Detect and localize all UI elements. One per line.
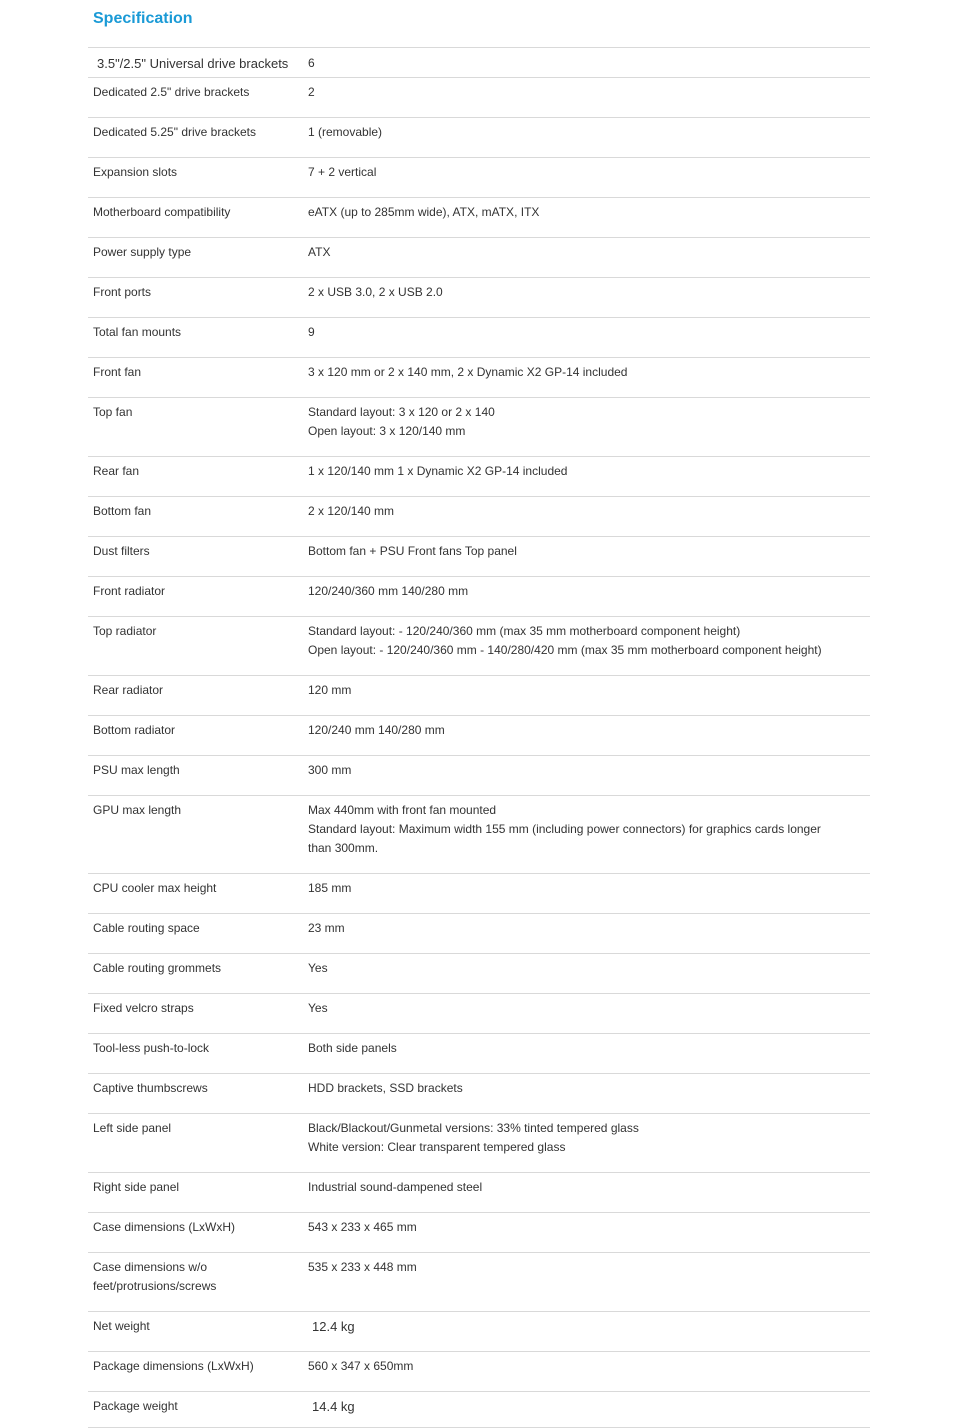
spec-table	[88, 47, 870, 1428]
spec-value-line: 3 x 120 mm or 2 x 140 mm, 2 x Dynamic X2 GP-14 included	[308, 365, 628, 379]
spec-label: Dedicated 5.25" drive brackets	[93, 125, 257, 139]
spec-value-line: 9	[308, 325, 315, 339]
spec-label: Expansion slots	[93, 165, 178, 179]
spec-row	[88, 78, 870, 118]
spec-value	[308, 1079, 870, 1113]
spec-value-line: Open layout: 3 x 120/140 mm	[308, 424, 466, 438]
spec-value-line: HDD brackets, SSD brackets	[308, 1081, 463, 1095]
spec-value	[308, 203, 870, 237]
spec-row	[88, 198, 870, 238]
spec-value-line: 2	[308, 85, 315, 99]
spec-row	[88, 398, 870, 457]
spec-row	[88, 318, 870, 358]
spec-value	[308, 54, 870, 77]
spec-value-line: White version: Clear transparent tempered glass	[308, 1140, 566, 1154]
spec-value	[308, 1357, 870, 1391]
spec-label: Right side panel	[93, 1180, 180, 1194]
spec-value	[308, 919, 870, 953]
spec-value-line: 2 x USB 3.0, 2 x USB 2.0	[308, 285, 443, 299]
spec-value	[308, 163, 870, 197]
spec-value	[308, 542, 870, 576]
spec-label: Motherboard compatibility	[93, 205, 231, 219]
spec-value	[308, 462, 870, 496]
spec-value	[308, 1039, 870, 1073]
spec-label: Left side panel	[93, 1121, 172, 1135]
spec-value-line: 120/240 mm 140/280 mm	[308, 723, 445, 737]
spec-label: Power supply type	[93, 245, 192, 259]
spec-row	[88, 497, 870, 537]
spec-label: Front fan	[93, 365, 142, 379]
spec-row	[88, 994, 870, 1034]
spec-row	[88, 158, 870, 198]
spec-value-line: 543 x 233 x 465 mm	[308, 1220, 417, 1234]
spec-row	[88, 617, 870, 676]
spec-value-line: 7 + 2 vertical	[308, 165, 377, 179]
spec-row	[88, 1034, 870, 1074]
spec-row	[88, 874, 870, 914]
spec-value	[308, 879, 870, 913]
spec-value-line: 14.4 kg	[312, 1399, 355, 1414]
spec-value-line: Yes	[308, 1001, 328, 1015]
spec-value-line: Standard layout: - 120/240/360 mm (max 35 mm motherboard component height)	[308, 624, 741, 638]
spec-label: Front radiator	[93, 584, 166, 598]
spec-value-line: 12.4 kg	[312, 1319, 355, 1334]
spec-row	[88, 457, 870, 497]
spec-row	[88, 48, 870, 78]
spec-row	[88, 1114, 870, 1173]
spec-label: PSU max length	[93, 763, 180, 777]
spec-value	[308, 1397, 870, 1427]
spec-row	[88, 1074, 870, 1114]
spec-label: Dust filters	[93, 544, 150, 558]
spec-row	[88, 676, 870, 716]
spec-label: Fixed velcro straps	[93, 1001, 194, 1015]
spec-value-line: 6	[308, 56, 315, 70]
spec-row	[88, 118, 870, 158]
spec-label: Top radiator	[93, 624, 157, 638]
spec-value	[308, 323, 870, 357]
spec-label: Cable routing space	[93, 921, 200, 935]
spec-label: Rear radiator	[93, 683, 164, 697]
spec-value	[308, 681, 870, 715]
spec-value	[308, 959, 870, 993]
spec-value-line: Standard layout: Maximum width 155 mm (including power connectors) for graphics cards longer than 300mm.	[308, 822, 821, 855]
spec-label: Tool-less push-to-lock	[93, 1041, 210, 1055]
spec-value-line: 535 x 233 x 448 mm	[308, 1260, 417, 1274]
spec-value	[308, 283, 870, 317]
spec-value-line: 120 mm	[308, 683, 352, 697]
spec-label: Net weight	[93, 1319, 150, 1333]
spec-label: GPU max length	[93, 803, 182, 817]
spec-value-line: 300 mm	[308, 763, 352, 777]
spec-value-line: Max 440mm with front fan mounted	[308, 803, 497, 817]
spec-value	[308, 243, 870, 277]
spec-label: 3.5"/2.5" Universal drive brackets	[97, 56, 289, 71]
spec-value-line: Bottom fan + PSU Front fans Top panel	[308, 544, 517, 558]
spec-value-line: ATX	[308, 245, 331, 259]
spec-row	[88, 756, 870, 796]
spec-row	[88, 358, 870, 398]
spec-value-line: 120/240/360 mm 140/280 mm	[308, 584, 469, 598]
spec-value-line: 2 x 120/140 mm	[308, 504, 395, 518]
spec-label: Top fan	[93, 405, 133, 419]
spec-row	[88, 1352, 870, 1392]
spec-value	[308, 403, 870, 456]
spec-value	[308, 761, 870, 795]
spec-value	[308, 1258, 870, 1311]
spec-label: Cable routing grommets	[93, 961, 222, 975]
spec-value-line: Open layout: - 120/240/360 mm - 140/280/420 mm (max 35 mm motherboard component height)	[308, 643, 822, 657]
spec-value	[308, 721, 870, 755]
spec-value	[308, 502, 870, 536]
spec-row	[88, 914, 870, 954]
spec-row	[88, 796, 870, 874]
spec-row	[88, 238, 870, 278]
spec-label: Bottom fan	[93, 504, 152, 518]
spec-value-line: 1 x 120/140 mm 1 x Dynamic X2 GP-14 included	[308, 464, 568, 478]
spec-value	[308, 1178, 870, 1212]
spec-label: Front ports	[93, 285, 152, 299]
spec-label: Case dimensions w/o feet/protrusions/screws	[93, 1260, 217, 1293]
spec-value	[308, 123, 870, 157]
spec-value	[308, 1317, 870, 1351]
spec-row	[88, 716, 870, 756]
spec-value-line: 560 x 347 x 650mm	[308, 1359, 414, 1373]
spec-value	[308, 1218, 870, 1252]
spec-value	[308, 363, 870, 397]
spec-row	[88, 278, 870, 318]
spec-value-line: Black/Blackout/Gunmetal versions: 33% tinted tempered glass	[308, 1121, 639, 1135]
spec-value-line: Both side panels	[308, 1041, 397, 1055]
spec-value-line: 1 (removable)	[308, 125, 383, 139]
spec-row	[88, 1213, 870, 1253]
spec-label: Total fan mounts	[93, 325, 182, 339]
spec-row	[88, 954, 870, 994]
spec-value-line: Yes	[308, 961, 328, 975]
spec-label: Rear fan	[93, 464, 140, 478]
spec-label: Captive thumbscrews	[93, 1081, 208, 1095]
spec-value	[308, 582, 870, 616]
spec-value	[308, 801, 870, 873]
spec-value	[308, 622, 870, 675]
spec-value-line: 185 mm	[308, 881, 352, 895]
spec-row	[88, 537, 870, 577]
spec-row	[88, 1312, 870, 1352]
spec-row	[88, 577, 870, 617]
spec-label: CPU cooler max height	[93, 881, 217, 895]
spec-value-line: Standard layout: 3 x 120 or 2 x 140	[308, 405, 495, 419]
spec-value-line: Industrial sound-dampened steel	[308, 1180, 483, 1194]
spec-value	[308, 1119, 870, 1172]
spec-value	[308, 83, 870, 117]
spec-label: Dedicated 2.5" drive brackets	[93, 85, 250, 99]
spec-label: Package weight	[93, 1399, 178, 1413]
spec-label: Case dimensions (LxWxH)	[93, 1220, 236, 1234]
spec-value-line: eATX (up to 285mm wide), ATX, mATX, ITX	[308, 205, 540, 219]
section-heading: Specification	[93, 10, 193, 27]
spec-value-line: 23 mm	[308, 921, 345, 935]
spec-row	[88, 1392, 870, 1428]
spec-label: Bottom radiator	[93, 723, 176, 737]
spec-label: Package dimensions (LxWxH)	[93, 1359, 254, 1373]
spec-row	[88, 1253, 870, 1312]
spec-value	[308, 999, 870, 1033]
spec-row	[88, 1173, 870, 1213]
